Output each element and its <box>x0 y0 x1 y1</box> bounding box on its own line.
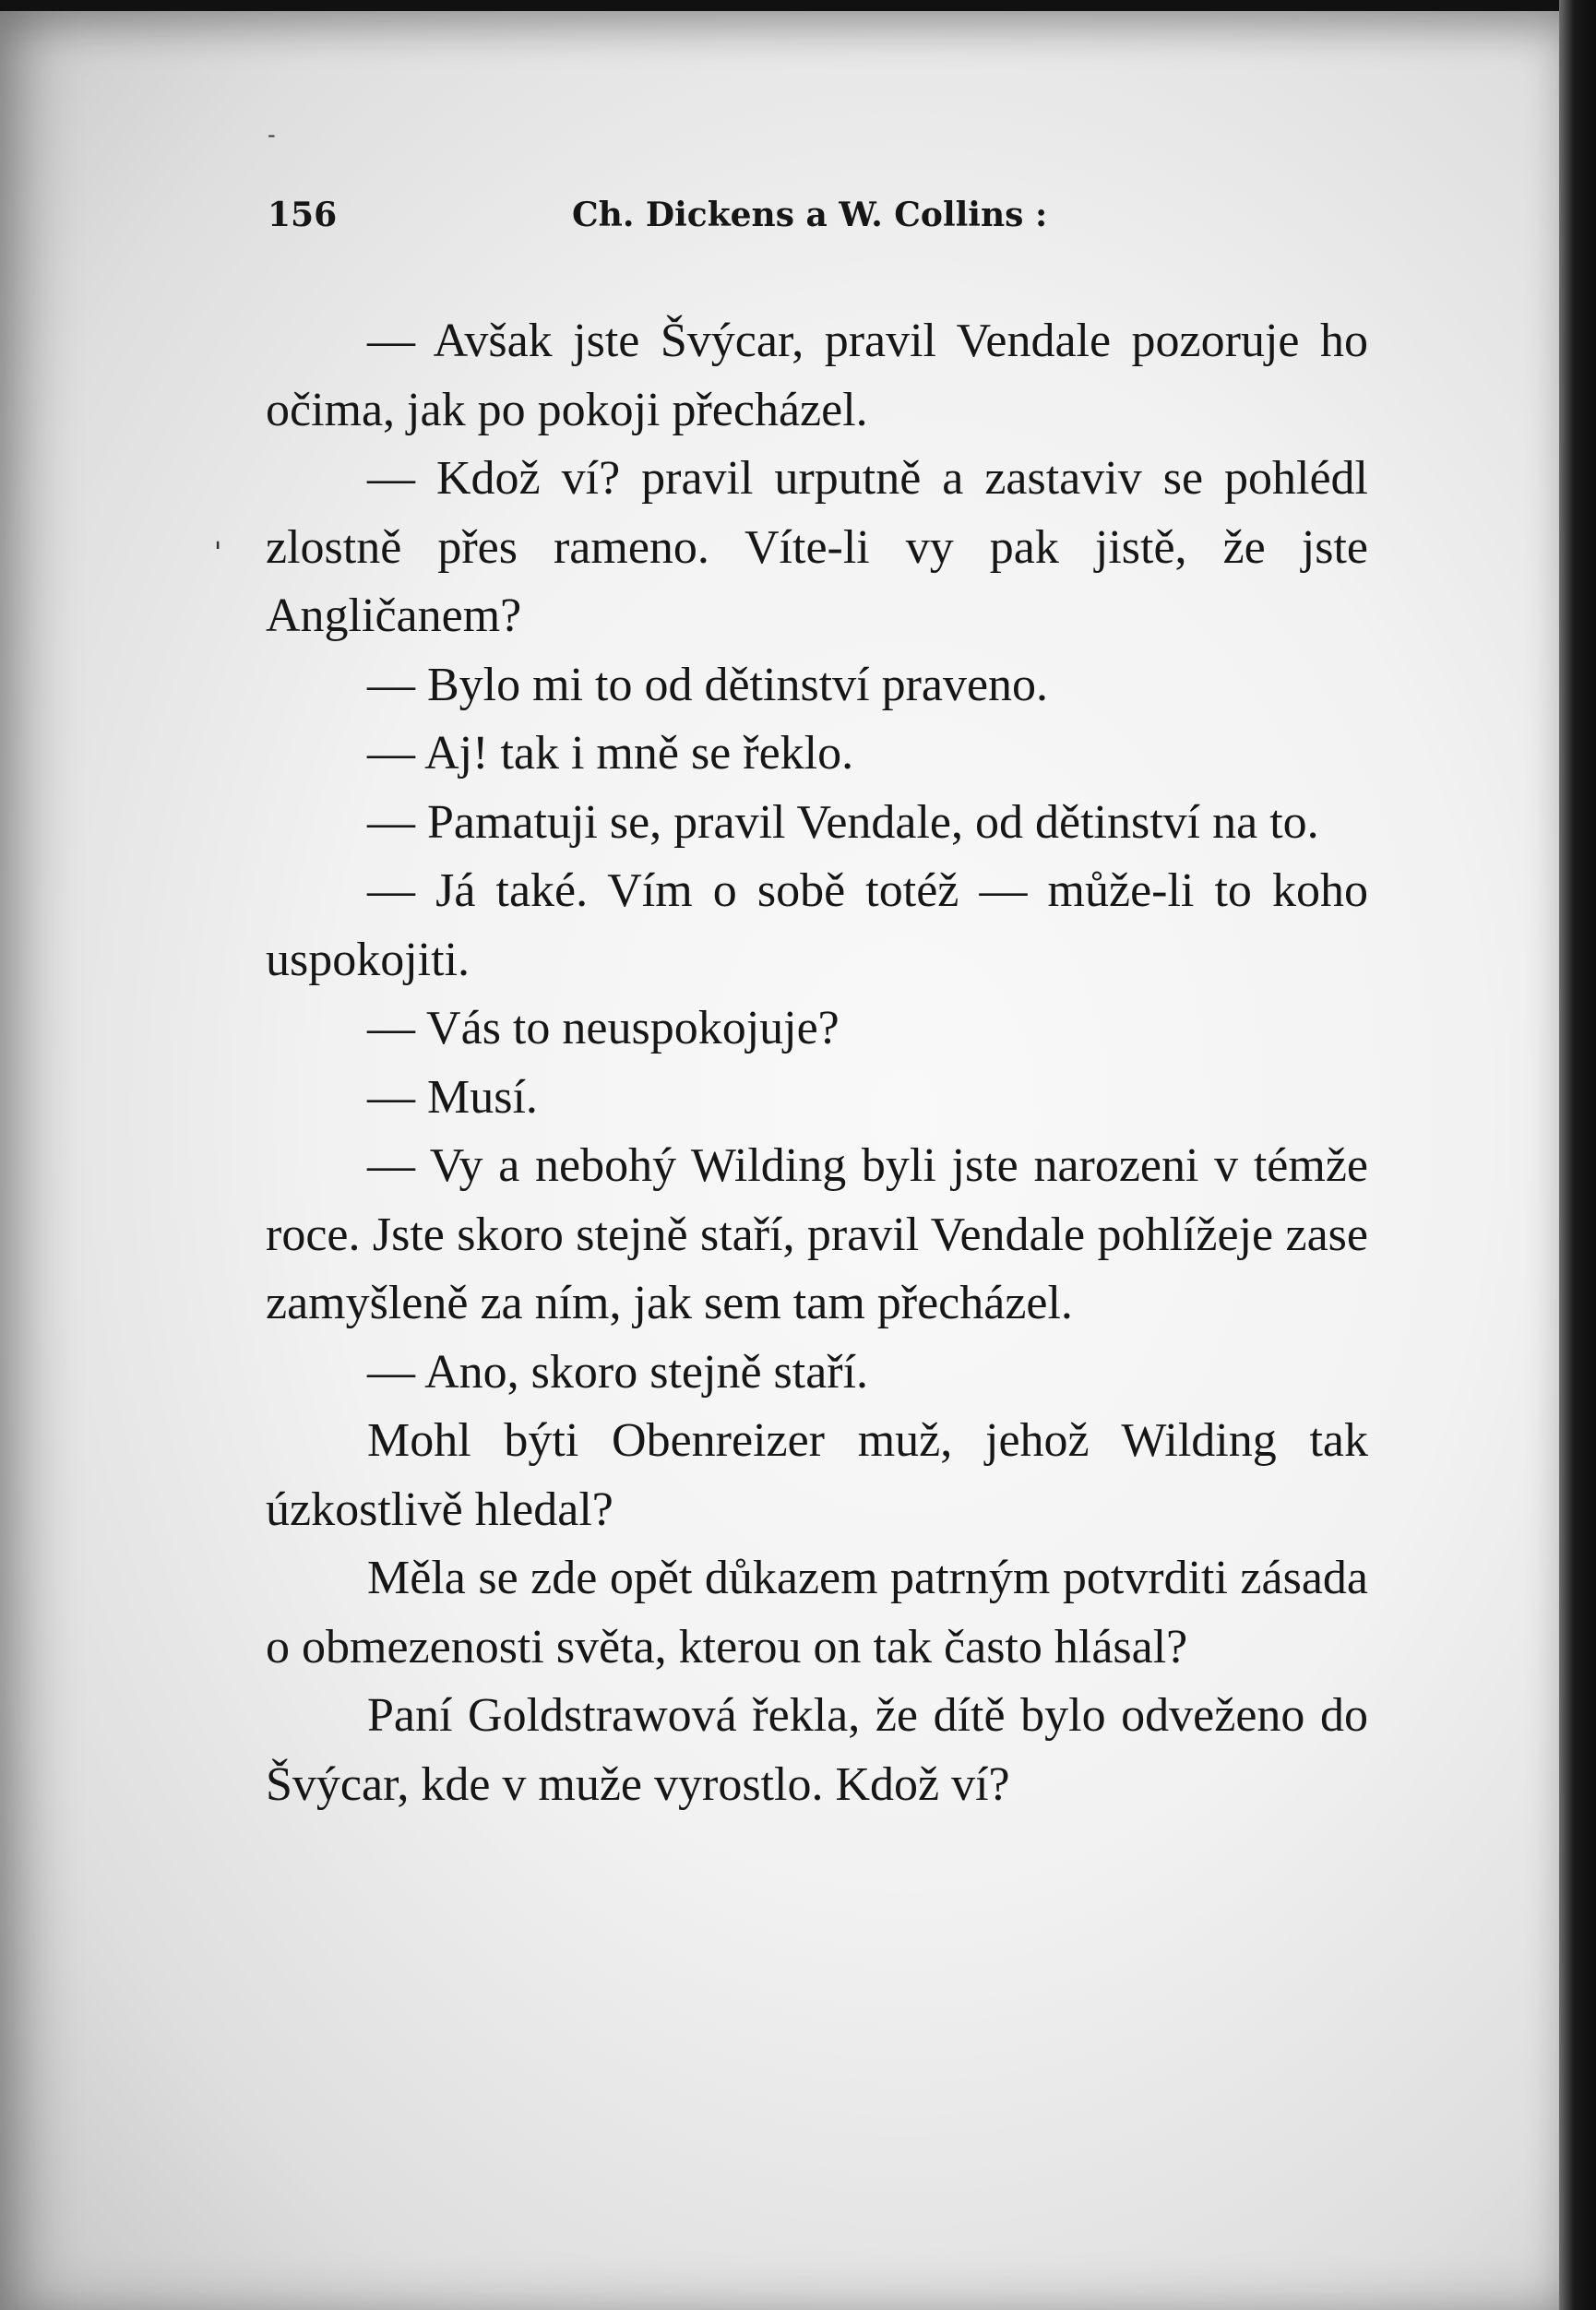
paragraph: — Bylo mi to od dětinství praveno. <box>367 658 1049 711</box>
paragraph: — Aj! tak i mně se řeklo. <box>367 727 854 780</box>
running-title: Ch. Dickens a W. Collins : <box>572 196 1048 234</box>
paragraph: — Vy a nebohý Wilding byli jste narozeni v témže roce. Jste skoro stejně staří, pravil Vendale pohlížeje zase zamyšleně za ním, jak sem tam přecházel. <box>266 1139 1368 1329</box>
paragraph: Měla se zde opět důkazem patrným potvrditi zásada o obmezenosti světa, kterou on tak často hlásal? <box>266 1552 1368 1673</box>
scan-edge-right <box>1559 0 1596 2310</box>
paragraph: — Pamatuji se, pravil Vendale, od dětinství na to. <box>367 795 1319 849</box>
paragraph: — Vás to neuspokojuje? <box>367 1002 840 1054</box>
paragraph: — Kdož ví? pravil urputně a zastaviv se pohlédl zlostně přes rameno. Víte-li vy pak jistě, že jste Angličanem? <box>266 452 1368 642</box>
paragraph: — Musí. <box>367 1070 538 1124</box>
paragraph: — Ano, skoro stejně staří. <box>367 1345 869 1399</box>
scan-speck: - <box>268 122 276 148</box>
running-head <box>268 196 1079 242</box>
scan-speck: ' <box>214 537 222 569</box>
page-number: 156 <box>268 196 338 234</box>
paragraph: — Já také. Vím o sobě totéž — může-li to koho uspokojiti. <box>266 864 1368 986</box>
paragraph: Paní Goldstrawová řekla, že dítě bylo odveženo do Švýcar, kde v muže vyrostlo. Kdož ví? <box>266 1689 1368 1811</box>
paragraph: — Avšak jste Švýcar, pravil Vendale pozoruje ho očima, jak po pokoji přecházel. <box>266 315 1368 436</box>
page-text <box>266 307 1368 1819</box>
paragraph: Mohl býti Obenreizer muž, jehož Wilding tak úzkostlivě hledal? <box>266 1414 1368 1536</box>
